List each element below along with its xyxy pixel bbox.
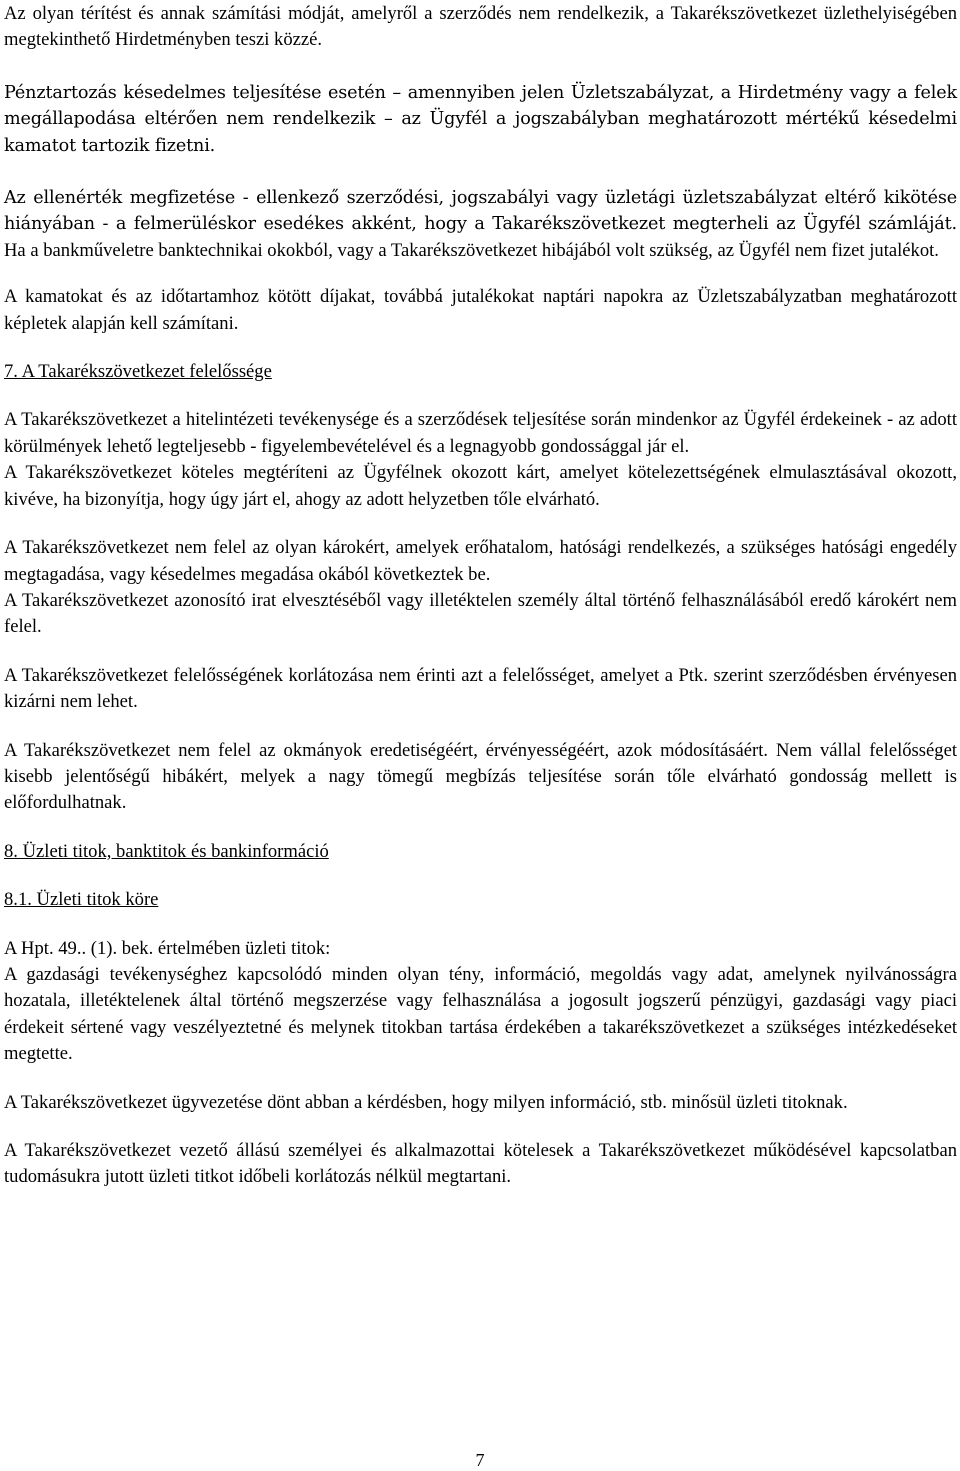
section-8-heading: 8. Üzleti titok, banktitok és bankinformáció bbox=[4, 840, 329, 862]
page-number: 7 bbox=[475, 1450, 485, 1470]
paragraph-consideration-part2: Ha a bankműveletre banktechnikai okokból, vagy a Takarékszövetkezet hibájából volt szükség, az Ügyfél nem fizet jutalékot. bbox=[4, 239, 939, 261]
paragraph-interest-calculation: A kamatokat és az időtartamhoz kötött díjakat, továbbá jutalékokat naptári napokra az Üzletszabályzatban meghatározott képletek alapján kell számítani. bbox=[4, 286, 957, 334]
paragraph-documents: A Takarékszövetkezet nem felel az okmányok eredetiségéért, érvényességéért, azok módosításáért. Nem vállal felelősséget kisebb jelentőségű hibákért, melyek a nagy tömegű megbízás teljesítése során tőle elvárható gondosság mellett is előfordulhatnak. bbox=[4, 739, 957, 814]
paragraph-management-decision: A Takarékszövetkezet ügyvezetése dönt abban a kérdésben, hogy milyen információ, stb. minősül üzleti titoknak. bbox=[4, 1091, 848, 1113]
paragraph-diligence: A Takarékszövetkezet a hitelintézeti tevékenysége és a szerződések teljesítése során mindenkor az Ügyfél érdekeinek - az adott körülmények lehető legteljesebb - figyelembevételével és a legnagyobb gondossággal jár el. bbox=[4, 409, 957, 457]
section-8-1-heading: 8.1. Üzleti titok köre bbox=[4, 889, 159, 911]
paragraph-trade-secret-definition: A gazdasági tevékenységhez kapcsolódó minden olyan tény, információ, megoldás vagy adat, amelynek nyilvánosságra hozatala, illetéktelenek által történő megszerzése vagy felhasználása a jogosult jogszerű pénzügyi, gazdasági vagy piaci érdekeit sértené vagy veszélyeztetné és melynek titokban tartása érdekében a takarékszövetkezet a szükséges intézkedéseket megtette. bbox=[4, 963, 957, 1065]
section-7-heading: 7. A Takarékszövetkezet felelőssége bbox=[4, 361, 272, 383]
document-body bbox=[4, 0, 957, 1191]
paragraph-hpt-reference: A Hpt. 49.. (1). bek. értelmében üzleti titok: bbox=[4, 937, 331, 959]
paragraph-consideration-part1: Az ellenérték megfizetése - ellenkező szerződési, jogszabályi vagy üzletági üzletszabályzat eltérő kikötése hiányában - a felmerüléskor esedékes akként, hogy a Takarékszövetkezet megterheli az Ügyfél számláját. bbox=[4, 188, 957, 235]
paragraph-lost-id: A Takarékszövetkezet azonosító irat elvesztéséből vagy illetéktelen személy által történő felhasználásából eredő károkért nem felel. bbox=[4, 589, 957, 638]
paragraph-force-majeure: A Takarékszövetkezet nem felel az olyan károkért, amelyek erőhatalom, hatósági rendelkezés, a szükséges hatósági engedély megtagadása, vagy késedelmes megadása okából következtek be. bbox=[4, 537, 957, 585]
paragraph-compensation: A Takarékszövetkezet köteles megtéríteni az Ügyfélnek okozott kárt, amelyet kötelezettségének elmulasztásával okozott, kivéve, ha bizonyítja, hogy úgy járt el, ahogy az adott helyzetben tőle elvárható. bbox=[4, 462, 957, 510]
paragraph-fee-disclosure: Az olyan térítést és annak számítási módját, amelyről a szerződés nem rendelkezik, a Takarékszövetkezet üzlethelyiségében megtekinthető Hirdetményben teszi közzé. bbox=[4, 3, 957, 51]
paragraph-liability-limit: A Takarékszövetkezet felelősségének korlátozása nem érinti azt a felelősséget, amelyet a Ptk. szerint szerződésben érvényesen kizárni nem lehet. bbox=[4, 664, 957, 713]
paragraph-consideration bbox=[4, 185, 957, 264]
paragraph-late-payment: Pénztartozás késedelmes teljesítése esetén – amennyiben jelen Üzletszabályzat, a Hirdetmény vagy a felek megállapodása eltérően nem rendelkezik – az Ügyfél a jogszabályban meghatározott mértékű késedelmi kamatot tartozik fizetni. bbox=[4, 82, 957, 156]
paragraph-confidentiality-duty: A Takarékszövetkezet vezető állású személyei és alkalmazottai kötelesek a Takarékszövetkezet működésével kapcsolatban tudomásukra jutott üzleti titkot időbeli korlátozás nélkül megtartani. bbox=[4, 1140, 957, 1188]
